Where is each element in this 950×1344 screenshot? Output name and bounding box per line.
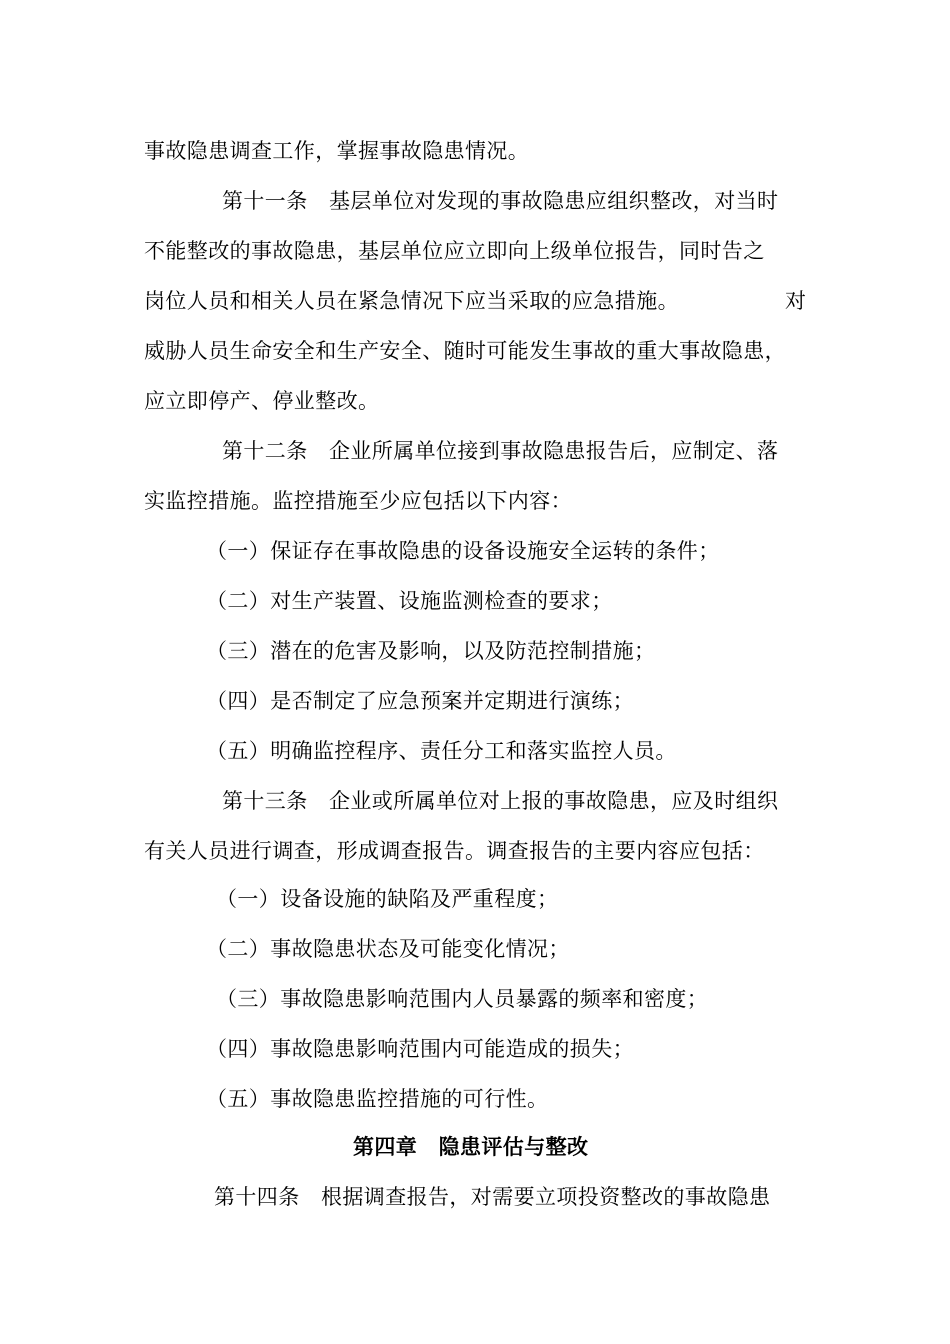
text-line: 事故隐患调查工作，掌握事故隐患情况。 — [144, 139, 530, 163]
list-item: （五）事故隐患监控措施的可行性。 — [206, 1087, 549, 1111]
list-item: （三）事故隐患影响范围内人员暴露的频率和密度； — [216, 987, 709, 1011]
text-line: 实监控措施。监控措施至少应包括以下内容： — [144, 489, 572, 513]
text-line: 有关人员进行调查，形成调查报告。调查报告的主要内容应包括： — [144, 839, 765, 863]
list-item: （二）事故隐患状态及可能变化情况； — [206, 937, 570, 961]
text-line: 不能整改的事故隐患，基层单位应立即向上级单位报告，同时告之 — [144, 239, 765, 263]
list-item: （四）是否制定了应急预案并定期进行演练； — [206, 689, 634, 713]
text-line: 应立即停产、停业整改。 — [144, 389, 380, 413]
text-line: 岗位人员和相关人员在紧急情况下应当采取的应急措施。 — [144, 289, 679, 313]
list-item: （一）保证存在事故隐患的设备设施安全运转的条件； — [206, 539, 720, 563]
text-fragment: 对 — [785, 289, 807, 313]
chapter-heading: 第四章 隐患评估与整改 — [353, 1134, 589, 1159]
article-11-line: 第十一条 基层单位对发现的事故隐患应组织整改，对当时 — [222, 189, 779, 213]
article-14-line: 第十四条 根据调查报告，对需要立项投资整改的事故隐患 — [214, 1185, 771, 1209]
list-item: （四）事故隐患影响范围内可能造成的损失； — [206, 1037, 634, 1061]
list-item: （三）潜在的危害及影响，以及防范控制措施； — [206, 639, 656, 663]
article-13-line: 第十三条 企业或所属单位对上报的事故隐患，应及时组织 — [222, 789, 779, 813]
list-item: （一）设备设施的缺陷及严重程度； — [216, 887, 559, 911]
article-12-line: 第十二条 企业所属单位接到事故隐患报告后，应制定、落 — [222, 439, 779, 463]
text-line: 威胁人员生命安全和生产安全、随时可能发生事故的重大事故隐患， — [144, 339, 786, 363]
list-item: （五）明确监控程序、责任分工和落实监控人员。 — [206, 739, 677, 763]
list-item: （二）对生产装置、设施监测检查的要求； — [206, 589, 613, 613]
